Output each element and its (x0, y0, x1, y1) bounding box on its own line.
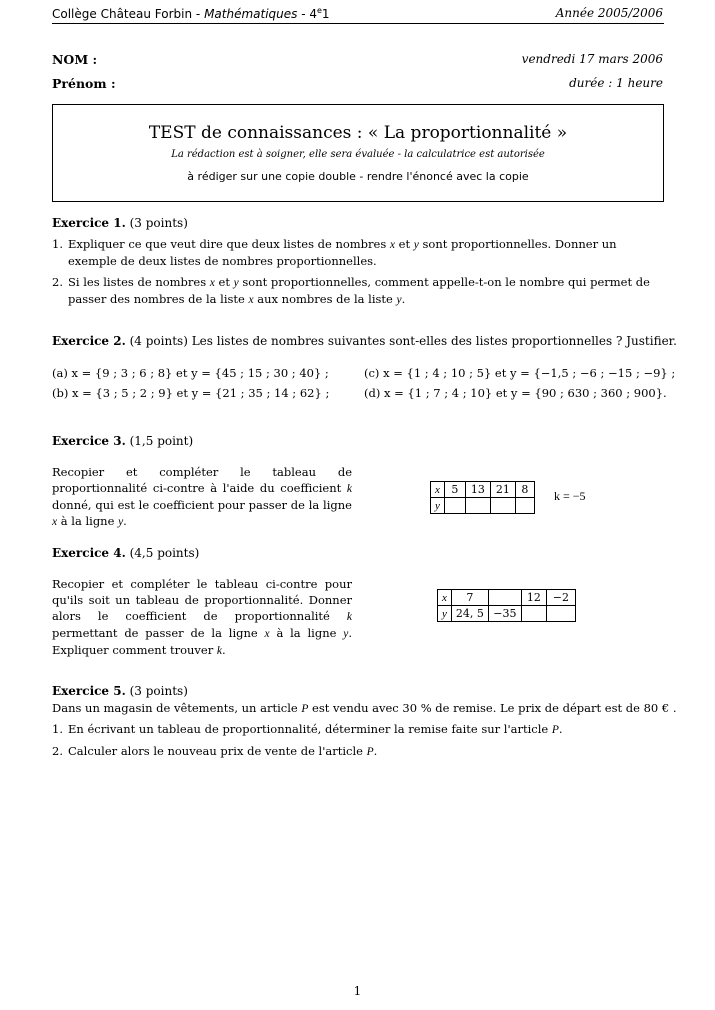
table-cell (490, 498, 515, 514)
exercise-5-heading: Exercice 5. (3 points) (52, 684, 188, 698)
table-cell: x (438, 590, 452, 606)
table-cell: −2 (546, 590, 575, 606)
exercise-2-item-a: (a) x = {9 ; 3 ; 6 ; 8} et y = {45 ; 15 ; 30 ; 40} ; (52, 366, 329, 380)
exercise-4-text: Recopier et compléter le tableau ci-contre pour qu'ils soit un tableau de proportionnalité. Donner alors le coefficient de proportionnalité k permettant de passer de la ligne x à la ligne y. Expliquer comment trouver k. (52, 577, 352, 657)
exercise-4-heading: Exercice 4. (4,5 points) (52, 546, 200, 560)
header-school: Collège Château Forbin - Mathématiques - 4e1 (52, 6, 330, 21)
exercise-3-coefficient: k = −5 (554, 489, 586, 503)
header-year: Année 2005/2006 (555, 6, 663, 20)
exercise-1-heading: Exercice 1. (3 points) (52, 216, 188, 230)
title-box (52, 104, 664, 202)
exercise-2-item-c: (c) x = {1 ; 4 ; 10 ; 5} et y = {−1,5 ; −6 ; −15 ; −9} ; (364, 366, 676, 380)
exercise-3-heading: Exercice 3. (1,5 point) (52, 434, 194, 448)
exercise-2-item-b: (b) x = {3 ; 5 ; 2 ; 9} et y = {21 ; 35 ; 14 ; 62} ; (52, 386, 330, 400)
exercise-3-table (430, 481, 535, 514)
table-cell (521, 606, 546, 622)
exercise-3-text: Recopier et compléter le tableau de proportionnalité ci-contre à l'aide du coefficient k donné, qui est le coefficient pour passer de la ligne x à la ligne y. (52, 465, 352, 528)
table-cell (546, 606, 575, 622)
table-cell (465, 498, 490, 514)
table-cell: 8 (515, 482, 534, 498)
table-cell: 21 (490, 482, 515, 498)
test-title: TEST de connaissances : « La proportionnalité » (148, 123, 568, 143)
test-subtitle: La rédaction est à soigner, elle sera évaluée - la calculatrice est autorisée (171, 149, 545, 160)
exercise-4-table (437, 589, 576, 622)
test-instruction: à rédiger sur une copie double - rendre l'énoncé avec la copie (187, 170, 529, 183)
exercise-2-item-d: (d) x = {1 ; 7 ; 4 ; 10} et y = {90 ; 630 ; 360 ; 900}. (364, 386, 667, 400)
table-cell: 12 (521, 590, 546, 606)
table-row-y (438, 606, 576, 622)
table-cell: x (431, 482, 445, 498)
table-cell (444, 498, 465, 514)
exercise-5-question-1: 1. En écrivant un tableau de proportionnalité, déterminer la remise faite sur l'article P. (52, 722, 563, 736)
table-cell: −35 (488, 606, 521, 622)
exercise-5-question-2: 2. Calculer alors le nouveau prix de vente de l'article P. (52, 744, 378, 758)
table-cell: 7 (451, 590, 488, 606)
table-row-y (431, 498, 535, 514)
exercise-2-heading: Exercice 2. (4 points) Les listes de nombres suivantes sont-elles des listes proportionnelles ? Justifier. (52, 334, 677, 348)
test-date: vendredi 17 mars 2006 (521, 52, 663, 66)
table-cell: y (438, 606, 452, 622)
table-cell: 5 (444, 482, 465, 498)
test-duration: durée : 1 heure (569, 76, 663, 90)
prenom-label: Prénom : (52, 76, 116, 91)
table-cell: 24, 5 (451, 606, 488, 622)
table-row-x (438, 590, 576, 606)
table-cell: y (431, 498, 445, 514)
table-row-x (431, 482, 535, 498)
exercise-1-question-2: 2. Si les listes de nombres x et y sont proportionnelles, comment appelle-t-on le nombre qui permet de passer des nombres de la liste x aux nombres de la liste y. (52, 275, 650, 306)
nom-label: NOM : (52, 52, 98, 67)
table-cell (488, 590, 521, 606)
table-cell: 13 (465, 482, 490, 498)
table-cell (515, 498, 534, 514)
header-rule (52, 23, 664, 24)
page-number: 1 (353, 984, 362, 998)
exercise-1-question-1: 1. Expliquer ce que veut dire que deux listes de nombres x et y sont proportionnelles. Donner un exemple de deux listes de nombres proportionnelles. (52, 237, 617, 268)
exercise-5-intro: Dans un magasin de vêtements, un article P est vendu avec 30 % de remise. Le prix de départ est de 80 € . (52, 701, 677, 715)
